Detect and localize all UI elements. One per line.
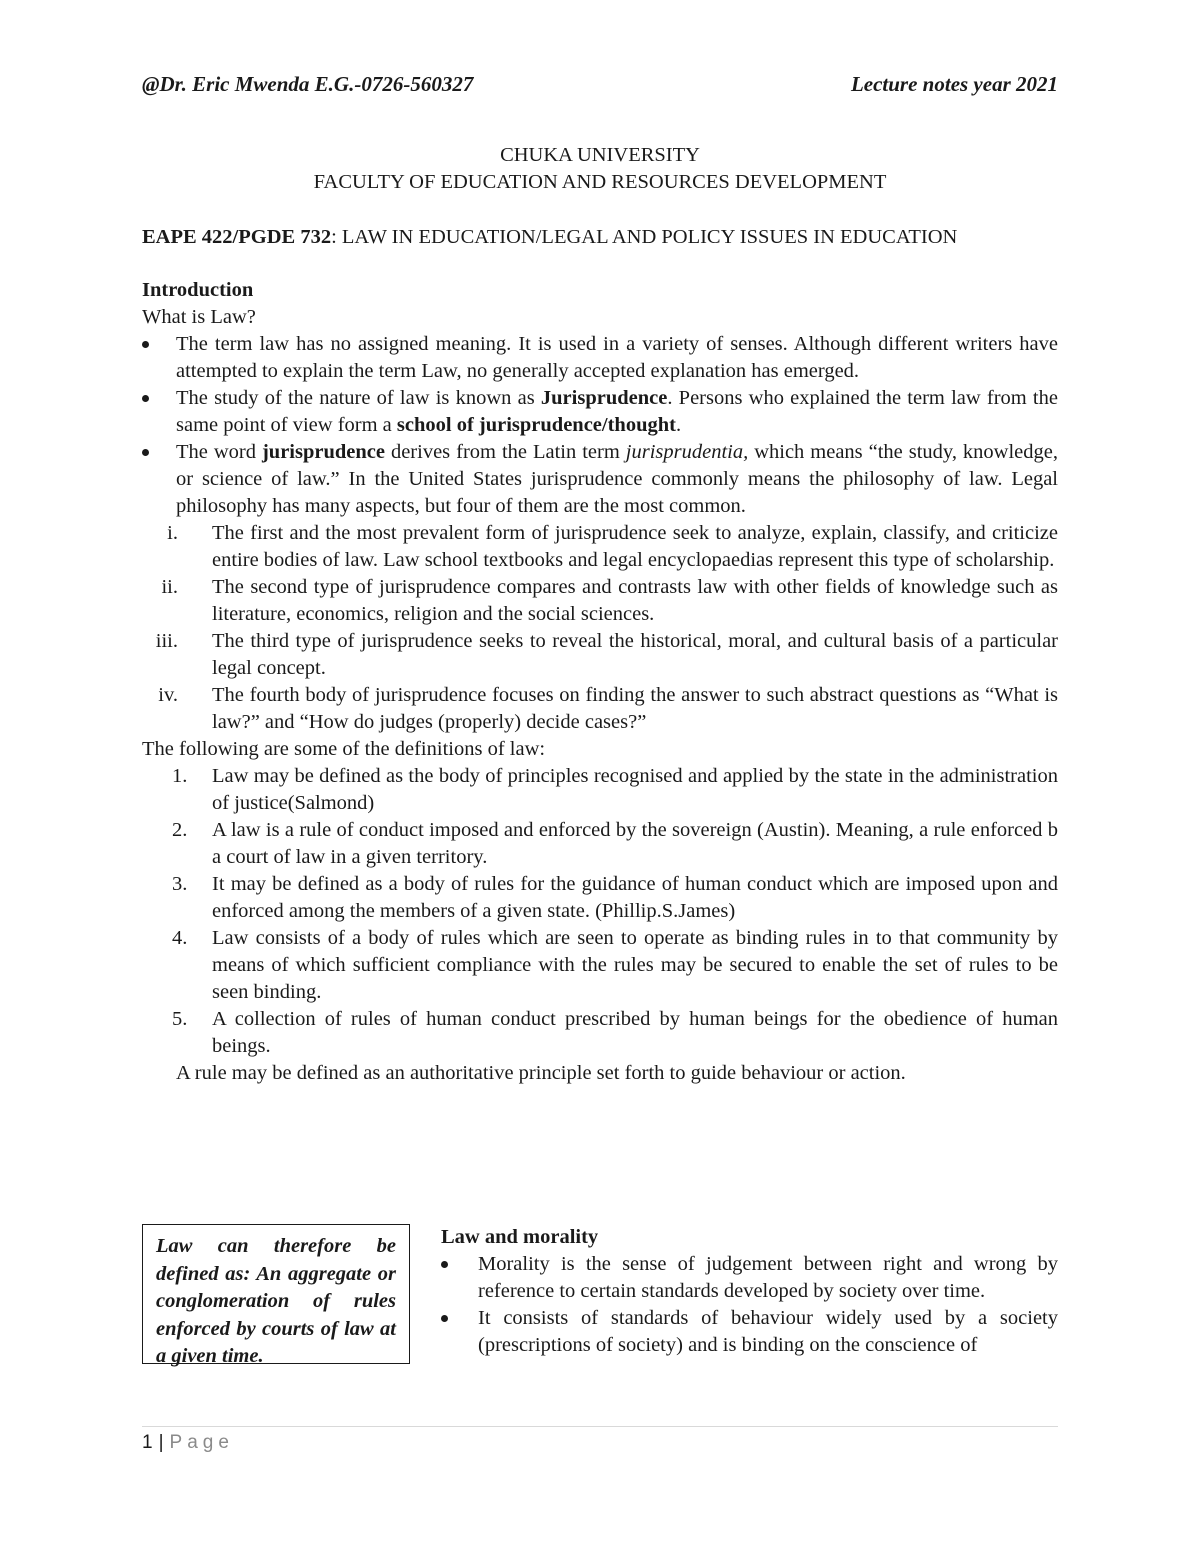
- bullet-dot-icon: [441, 1261, 448, 1268]
- list-item: ii. The second type of jurisprudence compares and contrasts law with other fields of knowledge such as literature, economics, religion and the social sciences.: [161, 576, 1058, 625]
- list-item: 5. A collection of rules of human conduct prescribed by human beings for the obedience of human beings.: [172, 1008, 1058, 1057]
- list-item: 3. It may be defined as a body of rules for the guidance of human conduct which are imposed upon and enforced among the members of a given state. (Phillip.S.James): [172, 873, 1058, 922]
- list-item: The word jurisprudence derives from the Latin term jurisprudentia, which means “the study, knowledge, or science of law.” In the United States jurisprudence commonly means the philosophy of law. Legal philosophy has many aspects, but four of them are the most common.: [142, 439, 1058, 520]
- page-label: Page: [169, 1432, 234, 1453]
- definitions-intro: The following are some of the definitions of law:: [142, 738, 546, 760]
- list-item: The term law has no assigned meaning. It is used in a variety of senses. Although different writers have attempted to explain the term Law, no generally accepted explanation has emerged.: [142, 331, 1058, 385]
- list-item: The study of the nature of law is known as Jurisprudence. Persons who explained the term law from the same point of view form a school of jurisprudence/thought.: [142, 385, 1058, 439]
- footer-divider: [142, 1426, 1058, 1427]
- course-name: : LAW IN EDUCATION/LEGAL AND POLICY ISSUES IN EDUCATION: [331, 226, 958, 248]
- list-item: iv. The fourth body of jurisprudence focuses on finding the answer to such abstract questions as “What is law?” and “How do judges (properly) decide cases?”: [158, 684, 1058, 733]
- bullet-dot-icon: [142, 341, 149, 348]
- morality-section: [441, 1224, 1058, 1359]
- faculty-title: FACULTY OF EDUCATION AND RESOURCES DEVELOPMENT: [313, 171, 887, 193]
- list-item: iii. The third type of jurisprudence seeks to reveal the historical, moral, and cultural basis of a particular legal concept.: [155, 630, 1058, 679]
- course-title: [142, 224, 1058, 251]
- list-item: Morality is the sense of judgement between right and wrong by reference to certain standards developed by society over time.: [441, 1251, 1058, 1305]
- page-footer: [142, 1432, 234, 1454]
- university-title: CHUKA UNIVERSITY: [500, 144, 700, 166]
- intro-question: What is Law?: [142, 306, 256, 328]
- header-author: @Dr. Eric Mwenda E.G.-0726-560327: [142, 72, 474, 96]
- page-header: [142, 72, 1058, 102]
- main-content: [142, 224, 1058, 1087]
- bullet-dot-icon: [142, 449, 149, 456]
- morality-bullets: [441, 1251, 1058, 1359]
- rule-definition: A rule may be defined as an authoritative principle set forth to guide behaviour or action.: [176, 1062, 906, 1084]
- bullet-dot-icon: [441, 1315, 448, 1322]
- list-item: i. The first and the most prevalent form of jurisprudence seek to analyze, explain, classify, and criticize entire bodies of law. Law school textbooks and legal encyclopaedias represent this type of scholarship.: [167, 522, 1058, 571]
- header-notes: Lecture notes year 2021: [850, 72, 1058, 96]
- intro-bullets: [142, 331, 1058, 520]
- list-item: 2. A law is a rule of conduct imposed and enforced by the sovereign (Austin). Meaning, a rule enforced b a court of law in a given territory.: [172, 819, 1058, 868]
- morality-heading: Law and morality: [441, 1226, 599, 1248]
- definitions-list: [142, 763, 1058, 1060]
- law-definition-callout: Law can therefore be defined as: An aggregate or conglomeration of rules enforced by courts of law at a given time.: [142, 1224, 410, 1364]
- bullet-dot-icon: [142, 395, 149, 402]
- list-item: 1. Law may be defined as the body of principles recognised and applied by the state in the administration of justice(Salmond): [172, 765, 1058, 814]
- page-number: 1: [142, 1432, 153, 1453]
- list-item: It consists of standards of behaviour widely used by a society (prescriptions of society) and is binding on the conscience of: [441, 1305, 1058, 1359]
- list-item: 4. Law consists of a body of rules which are seen to operate as binding rules in to that community by means of which sufficient compliance with the rules may be secured to enable the set of rules to be seen binding.: [172, 927, 1058, 1003]
- footer-separator: |: [158, 1432, 164, 1453]
- jurisprudence-types: [142, 520, 1058, 736]
- course-code: EAPE 422/PGDE 732: [142, 226, 332, 248]
- intro-heading: Introduction: [142, 279, 254, 301]
